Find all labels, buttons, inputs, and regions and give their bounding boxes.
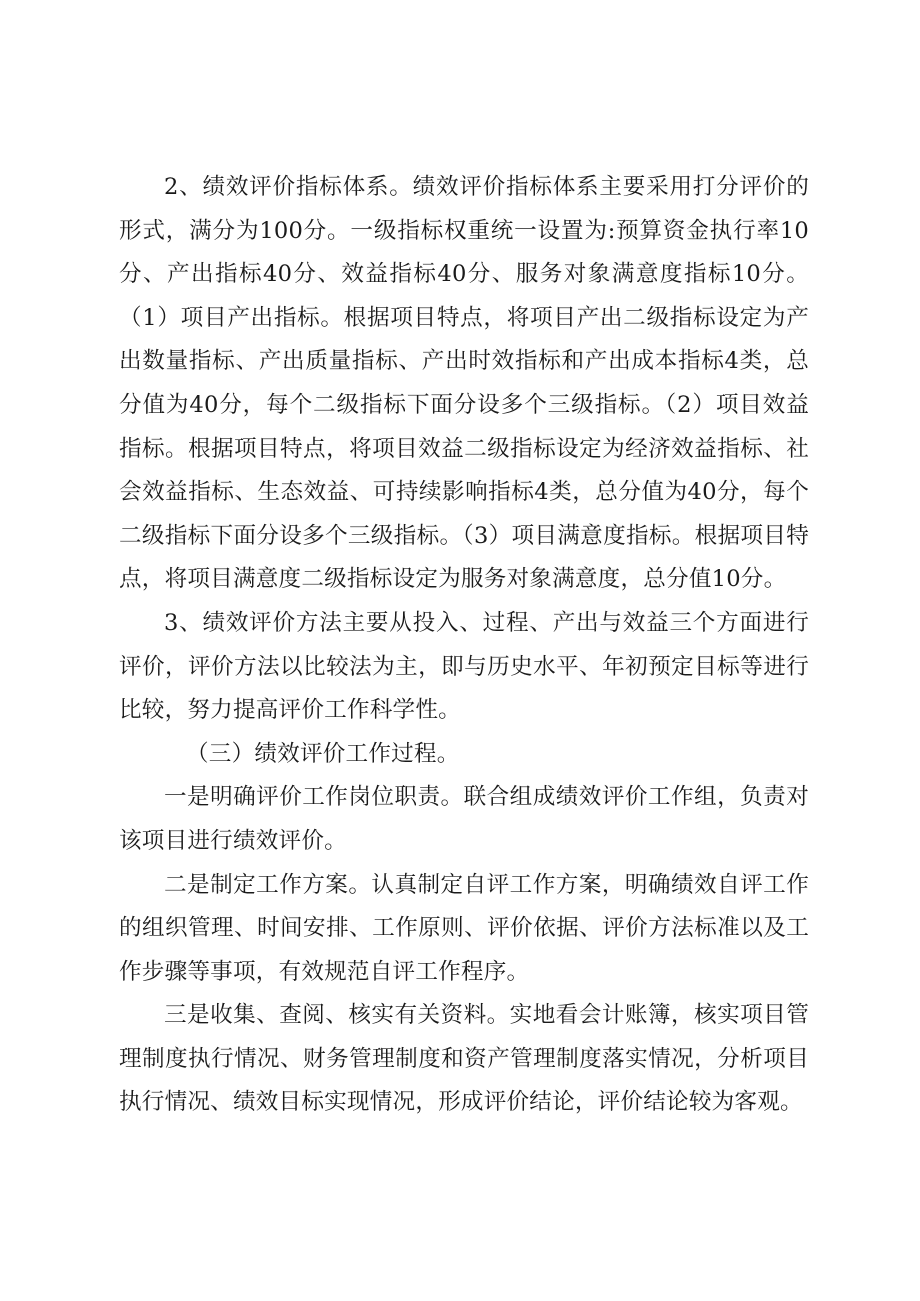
document-body: [119, 166, 809, 1125]
paragraph-indicator-system: 2、绩效评价指标体系。绩效评价指标体系主要采用打分评价的形式，满分为100分。一级指标权重统一设置为:预算资金执行率10分、产出指标40分、效益指标40分、服务对象满意度指标10分。（1）项目产出指标。根据项目特点，将项目产出二级指标设定为产出数量指标、产出质量指标、产出时效指标和产出成本指标4类，总分值为40分，每个二级指标下面分设多个三级指标。（2）项目效益指标。根据项目特点，将项目效益二级指标设定为经济效益指标、社会效益指标、生态效益、可持续影响指标4类，总分值为40分，每个二级指标下面分设多个三级指标。（3）项目满意度指标。根据项目特点，将项目满意度二级指标设定为服务对象满意度，总分值10分。: [119, 174, 809, 593]
paragraph-step-two: 二是制定工作方案。认真制定自评工作方案，明确绩效自评工作的组织管理、时间安排、工作原则、评价依据、评价方法标准以及工作步骤等事项，有效规范自评工作程序。: [119, 871, 809, 985]
paragraph-step-one: 一是明确评价工作岗位职责。联合组成绩效评价工作组，负责对该项目进行绩效评价。: [119, 784, 809, 854]
paragraph-evaluation-method: 3、绩效评价方法主要从投入、过程、产出与效益三个方面进行评价，评价方法以比较法为主，即与历史水平、年初预定目标等进行比较，努力提高评价工作科学性。: [119, 609, 809, 724]
paragraph-step-three: 三是收集、查阅、核实有关资料。实地看会计账簿，核实项目管理制度执行情况、财务管理制度和资产管理制度落实情况，分析项目执行情况、绩效目标实现情况，形成评价结论，评价结论较为客观。: [119, 1002, 809, 1116]
section-heading-work-process: （三）绩效评价工作过程。: [186, 740, 460, 767]
